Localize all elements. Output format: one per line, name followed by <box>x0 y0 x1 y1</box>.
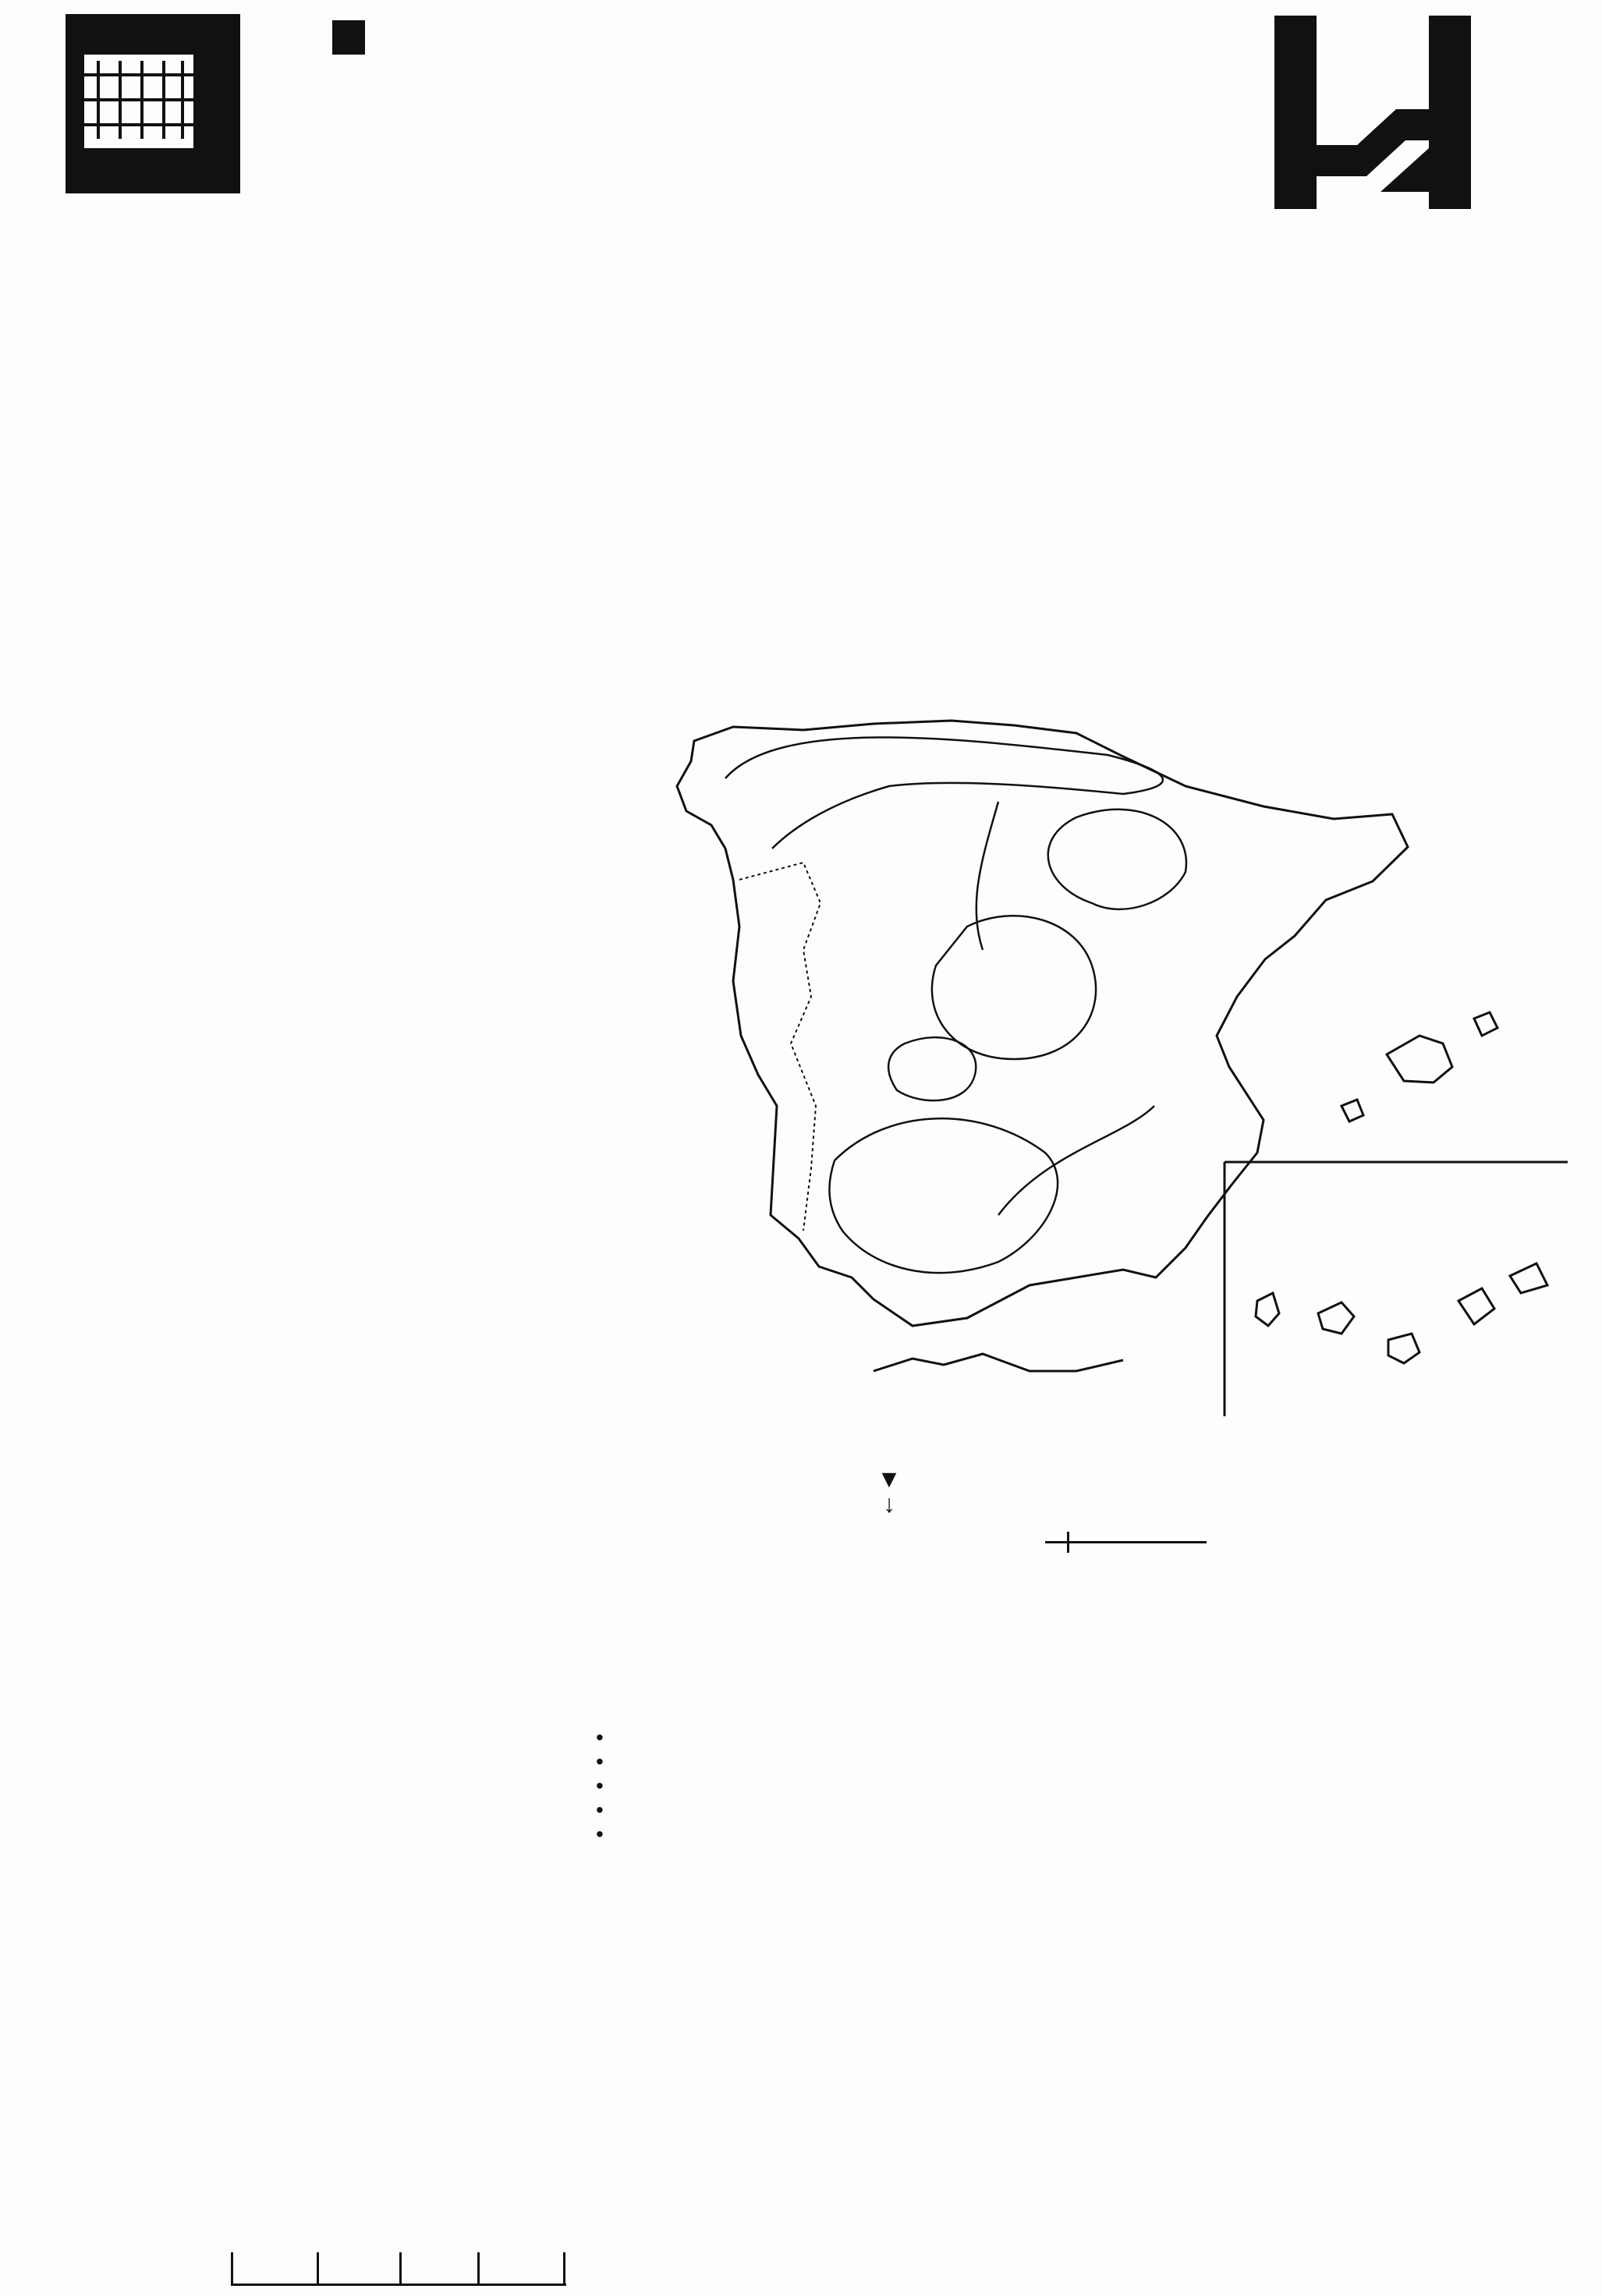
table-cell <box>1069 1543 1139 1554</box>
list-item <box>596 1749 1568 1773</box>
climate-zone-map <box>577 669 1568 1416</box>
divider <box>563 2252 565 2284</box>
down-arrow-icon: ▼ <box>877 1465 902 1493</box>
divider <box>399 2252 402 2284</box>
map-canvas <box>577 669 1568 1416</box>
list-item <box>596 1798 1568 1822</box>
list-item <box>596 1773 1568 1798</box>
classification-box <box>231 2249 566 2286</box>
table-cell <box>1069 1532 1139 1543</box>
row-header <box>1045 1543 1069 1554</box>
section1-heading <box>90 315 101 356</box>
list-item <box>596 1822 1568 1846</box>
list-item <box>596 1725 1568 1749</box>
section2-list <box>596 1725 1568 1846</box>
ministry-side-label <box>0 1720 55 2235</box>
table-cell <box>1138 1543 1207 1554</box>
divider <box>317 2252 319 2284</box>
nte-logo-icon <box>66 14 240 193</box>
table-row <box>1045 1532 1207 1543</box>
section2-body <box>596 1725 1568 1846</box>
col-header <box>1045 1532 1069 1543</box>
document-number-badge <box>332 20 365 55</box>
fpp-logo-icon <box>1271 16 1474 209</box>
table-cell <box>1138 1532 1207 1543</box>
k-coefficient-table <box>1045 1532 1207 1553</box>
divider <box>231 2252 233 2284</box>
divider <box>477 2252 480 2284</box>
table1-flow <box>796 1466 983 1516</box>
down-arrow-icon: ↓ <box>883 1490 895 1518</box>
table-row <box>1045 1543 1207 1554</box>
